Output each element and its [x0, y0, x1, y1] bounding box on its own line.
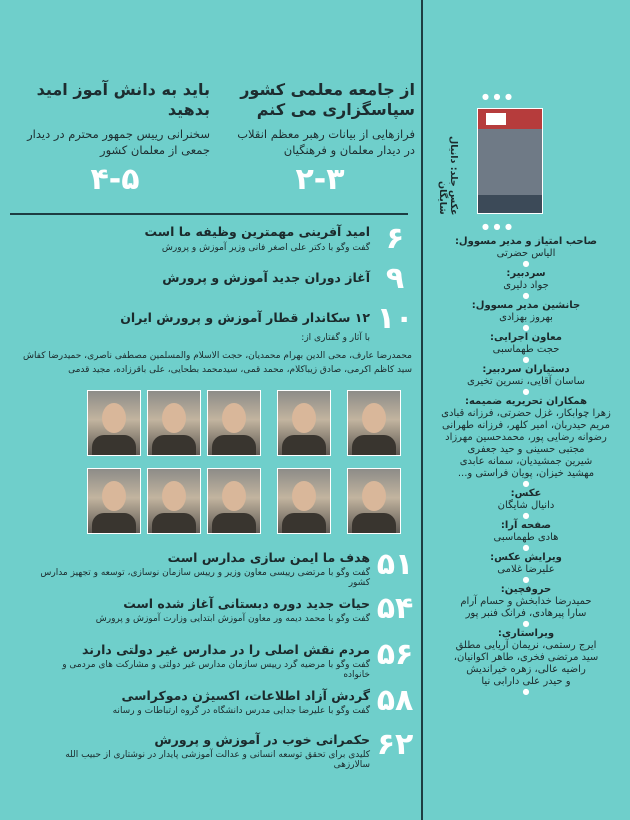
credit-name: زهرا چوابکار، غزل حضرتی، فرزانه قبادی — [441, 408, 611, 419]
credit-role: عکس: — [510, 488, 542, 499]
feature-pages: ۴-۵ — [90, 162, 140, 197]
credit-separator: ● — [522, 355, 530, 364]
credit-separator: ● — [522, 291, 530, 300]
toc-subtitle: گفت وگو با علیرضا جدایی مدرس دانشگاه در گروه ارتباطات و رسانه — [112, 706, 370, 716]
toc-subtitle: گفت وگو با محمد دیمه ور معاون آموزش ابتدایی وزارت آموزش و پرورش — [95, 614, 370, 624]
credits-list — [438, 236, 614, 696]
contributors-line-2: سید کاظم اکرمی، صادق زیباکلام، محمد قمی، سیدمحمد بطحایی، علی باقرزاده، مجید قدمی — [68, 365, 412, 375]
portrait-photo — [147, 468, 201, 534]
feature-pages: ۲-۳ — [295, 162, 345, 197]
portrait-photo — [207, 468, 261, 534]
toc-subtitle: گفت وگو با مرتضی رییسی معاون وزیر و رییس سازمان نوسازی، توسعه و تجهیز مدارس کشور — [40, 568, 370, 588]
toc-page-number: ۱۰ — [376, 301, 414, 336]
credit-name: مهشید خیزان، پویان فراستی و... — [457, 468, 595, 479]
portrait-photo — [347, 468, 401, 534]
toc-title: امید آفرینی مهمترین وظیفه ما است — [144, 224, 370, 239]
decorative-dots: ● ● ● — [482, 92, 514, 101]
credit-separator: ● — [522, 479, 530, 488]
credit-separator: ● — [522, 543, 530, 552]
cover-photo — [478, 129, 542, 195]
credit-role: معاون اجرایی: — [490, 332, 562, 343]
credit-separator: ● — [522, 575, 530, 584]
credit-role: صفحه آرا: — [500, 520, 552, 531]
credit-name: مجتبی حسینی و حید جعفری — [467, 444, 585, 455]
credit-name: شیرین جمشیدیان، سمانه عابدی — [459, 456, 593, 467]
toc-subtitle: گفت وگو با مرضیه گرد رییس سازمان مدارس غیر دولتی و مشارکت های مردمی و خانواده — [62, 660, 370, 680]
contributors-line-1: محمدرضا عارف، محی الدین بهرام محمدیان، حجت الاسلام والمسلمین مصطفی ناصری، حمیدرضا کفاش — [22, 351, 412, 361]
feature-president-speech[interactable] — [20, 80, 210, 197]
credit-name: و حیدر علی دارابی نیا — [481, 676, 571, 687]
toc-page-number: ۵۴ — [376, 591, 414, 626]
credit-name: سارا پیرهادی، فرانک فنبر پور — [465, 608, 587, 619]
portrait-photo — [87, 390, 141, 456]
credit-name: رضوانه رضایی پور، محمدحسین مهرزاد — [445, 432, 607, 443]
credit-name: الیاس حضرتی — [496, 248, 556, 259]
toc-page-number: ۵۸ — [376, 683, 414, 718]
toc-page-number: ۵۶ — [376, 637, 414, 672]
credit-role: ویراستاری: — [497, 628, 555, 639]
portrait-photo — [347, 390, 401, 456]
credit-role: همکاران تحریریه ضمیمه: — [464, 396, 588, 407]
column-divider — [421, 0, 423, 820]
toc-title: حکمرانی خوب در آموزش و پرورش — [154, 732, 370, 747]
credit-role: ویرایش عکس: — [490, 552, 562, 563]
credit-name: علیرضا غلامی — [497, 564, 555, 575]
credit-name: راضیه عالی، زهره خیراندیش — [466, 664, 586, 675]
cover-logo — [486, 113, 506, 125]
feature-title: باید به دانش آموز امید بدهید — [36, 80, 210, 119]
credit-name: دانیال شایگان — [497, 500, 555, 511]
credit-role: سردبیر: — [506, 268, 546, 279]
toc-subtitle: گفت وگو با دکتر علی اصغر فانی وزیر آموزش و پرورش — [161, 243, 370, 253]
toc-subtitle: با آثار و گفتاری از: — [301, 333, 370, 343]
cover-thumbnail[interactable] — [477, 108, 543, 214]
toc-title: مردم نقش اصلی را در مدارس غیر دولتی دارند — [81, 642, 370, 657]
decorative-dots: ● ● ● — [482, 222, 514, 231]
credit-name: بهروز بهزادی — [499, 312, 553, 323]
feature-subtitle: فرازهایی از بیانات رهبر معظم انقلاب در دیدار معلمان و فرهنگیان — [237, 127, 415, 157]
feature-title: از جامعه معلمی کشور سپاسگزاری می کنم — [240, 80, 415, 119]
toc-title: ۱۲ سکاندار قطار آموزش و پرورش ایران — [120, 310, 370, 325]
toc-title: هدف ما ایمن سازی مدارس است — [167, 550, 370, 565]
portrait-photo — [277, 390, 331, 456]
credit-name: حمیدرضا خدابخش و حسام آرام — [460, 596, 592, 607]
toc-page-number: ۵۱ — [376, 547, 414, 582]
portrait-photo — [277, 468, 331, 534]
credit-separator: ● — [522, 259, 530, 268]
credit-role: دستیاران سردبیر: — [482, 364, 570, 375]
credit-name: مریم حیدربان، امیر کلهر، فرزانه طهرانی — [441, 420, 610, 431]
toc-page-number: ۶ — [385, 221, 405, 256]
toc-title: حیات جدید دوره دبستانی آغاز شده است — [123, 596, 370, 611]
credit-name: سید مرتضی فخری، طاهر اکوانیان، — [453, 652, 599, 663]
toc-page-number: ۹ — [385, 261, 405, 296]
feature-leader-speech[interactable] — [225, 80, 415, 197]
credit-name: هادی طهماسبی — [493, 532, 559, 543]
portrait-photo — [87, 468, 141, 534]
credit-role: صاحب امتیاز و مدیر مسوول: — [454, 236, 598, 247]
credit-separator: ● — [522, 619, 530, 628]
toc-title: گردش آزاد اطلاعات، اکسیژن دموکراسی — [121, 688, 370, 703]
section-divider — [10, 213, 408, 215]
credit-role: جانشین مدیر مسوول: — [471, 300, 581, 311]
toc-subtitle: کلیدی برای تحقق توسعه انسانی و عدالت آموزشی پایدار در نوشتاری از حبیب الله سالارزهی — [65, 750, 370, 770]
cover-band — [478, 195, 542, 213]
credit-separator: ● — [522, 387, 530, 396]
credit-separator: ● — [522, 511, 530, 520]
toc-title: آغاز دوران جدید آموزش و پرورش — [162, 270, 370, 285]
cover-caption: عکس جلد: دانیال شایگان — [437, 135, 459, 215]
portrait-photo — [207, 390, 261, 456]
credit-name: جواد دلیری — [503, 280, 549, 291]
credit-role: حروفچین: — [500, 584, 552, 595]
feature-subtitle: سخنرانی رییس جمهور محترم در دیدار جمعی از معلمان کشور — [27, 127, 210, 157]
credit-name: حجت طهماسبی — [492, 344, 560, 355]
credit-name: ایرج رستمی، نریمان آریایی مطلق — [455, 640, 597, 651]
credit-name: ساسان آقایی، نسرین تخیری — [467, 376, 585, 387]
credit-separator: ● — [522, 687, 530, 696]
portrait-photo — [147, 390, 201, 456]
toc-page-number: ۶۲ — [376, 727, 414, 762]
credit-separator: ● — [522, 323, 530, 332]
